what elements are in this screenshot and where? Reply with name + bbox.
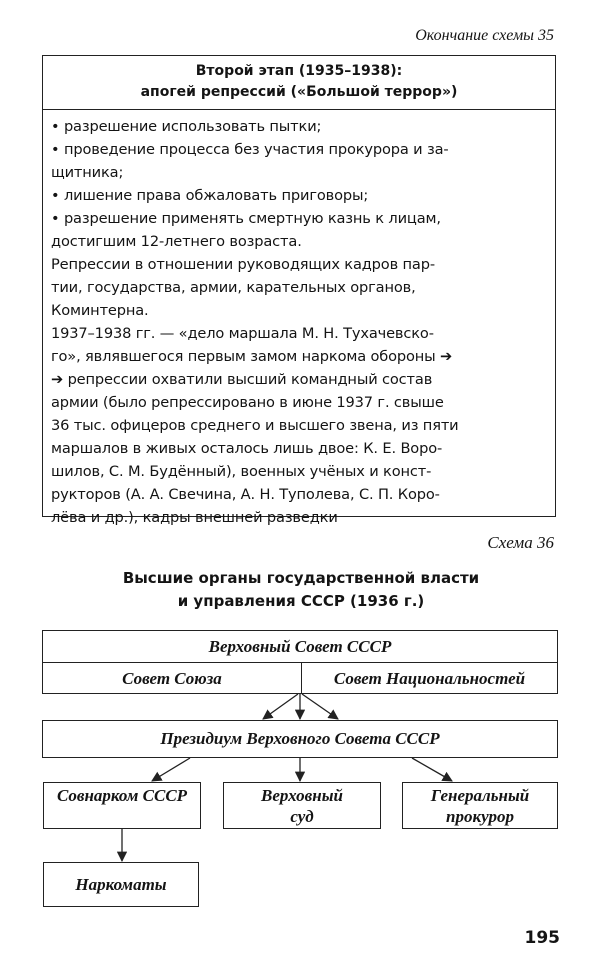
bullet-line: • разрешение использовать пытки; [51, 118, 322, 135]
prosecutor-box: Генеральный прокурор [402, 782, 558, 829]
paragraph-line: тии, государства, армии, карательных органов, [51, 279, 416, 296]
presidium-to-sovnarkom-arrow [152, 758, 190, 781]
soviet-nationalities-label: Совет Национальностей [333, 669, 526, 688]
paragraph-line: 36 тыс. офицеров среднего и высшего звена, из пяти [51, 417, 459, 434]
scheme-title-line1: Высшие органы государственной власти [122, 569, 480, 587]
bullet-line: • проведение процесса без участия прокурора и за- [51, 141, 449, 158]
stage-two-title: Второй этап (1935–1938): [195, 63, 403, 79]
paragraph-line: лёва и др.), кадры внешней разведки [51, 509, 338, 526]
presidium-to-prosecutor-arrow [412, 758, 452, 781]
scheme-title-line2: и управления СССР (1936 г.) [177, 592, 425, 610]
narkomats-box: Наркоматы [43, 862, 199, 907]
paragraph-line: армии (было репрессировано в июне 1937 г. свыше [51, 394, 444, 411]
stage-two-subtitle: апогей репрессий («Большой террор») [140, 84, 458, 100]
paragraph-line: рукторов (А. А. Свечина, А. Н. Туполева, С. П. Коро- [51, 486, 440, 503]
bullet-line: щитника; [51, 164, 124, 181]
paragraph-line: го», являвшегося первым замом наркома обороны ➔ [51, 348, 453, 365]
page-number: 195 [524, 928, 560, 948]
scheme-label: Схема 36 [487, 533, 554, 552]
bullet-line: достигшим 12-летнего возраста. [51, 233, 302, 250]
paragraph-line: 1937–1938 гг. — «дело маршала М. Н. Тухачевско- [51, 325, 434, 342]
supreme-soviet-label: Верховный Совет СССР [43, 631, 557, 663]
bullet-line: • лишение права обжаловать приговоры; [51, 187, 369, 204]
sovnarkom-box: Совнарком СССР [43, 782, 201, 829]
bullet-line: • разрешение применять смертную казнь к лицам, [51, 210, 441, 227]
paragraph-line: Коминтерна. [51, 302, 149, 319]
paragraph-line: ➔ репрессии охватили высший командный состав [51, 371, 433, 388]
union-to-presidium-arrow [263, 694, 298, 719]
paragraph-line: маршалов в живых осталось лишь двое: К. Е. Воро- [51, 440, 443, 457]
continuation-note: Окончание схемы 35 [415, 27, 554, 44]
paragraph-line: Репрессии в отношении руководящих кадров пар- [51, 256, 435, 273]
soviet-union-label: Совет Союза [43, 663, 302, 694]
paragraph-line: шилов, С. М. Будённый), военных учёных и конст- [51, 463, 432, 480]
nationalities-to-presidium-arrow [302, 694, 338, 719]
presidium-box: Президиум Верховного Совета СССР [42, 720, 558, 758]
supreme-court-box: Верховный суд [223, 782, 381, 829]
